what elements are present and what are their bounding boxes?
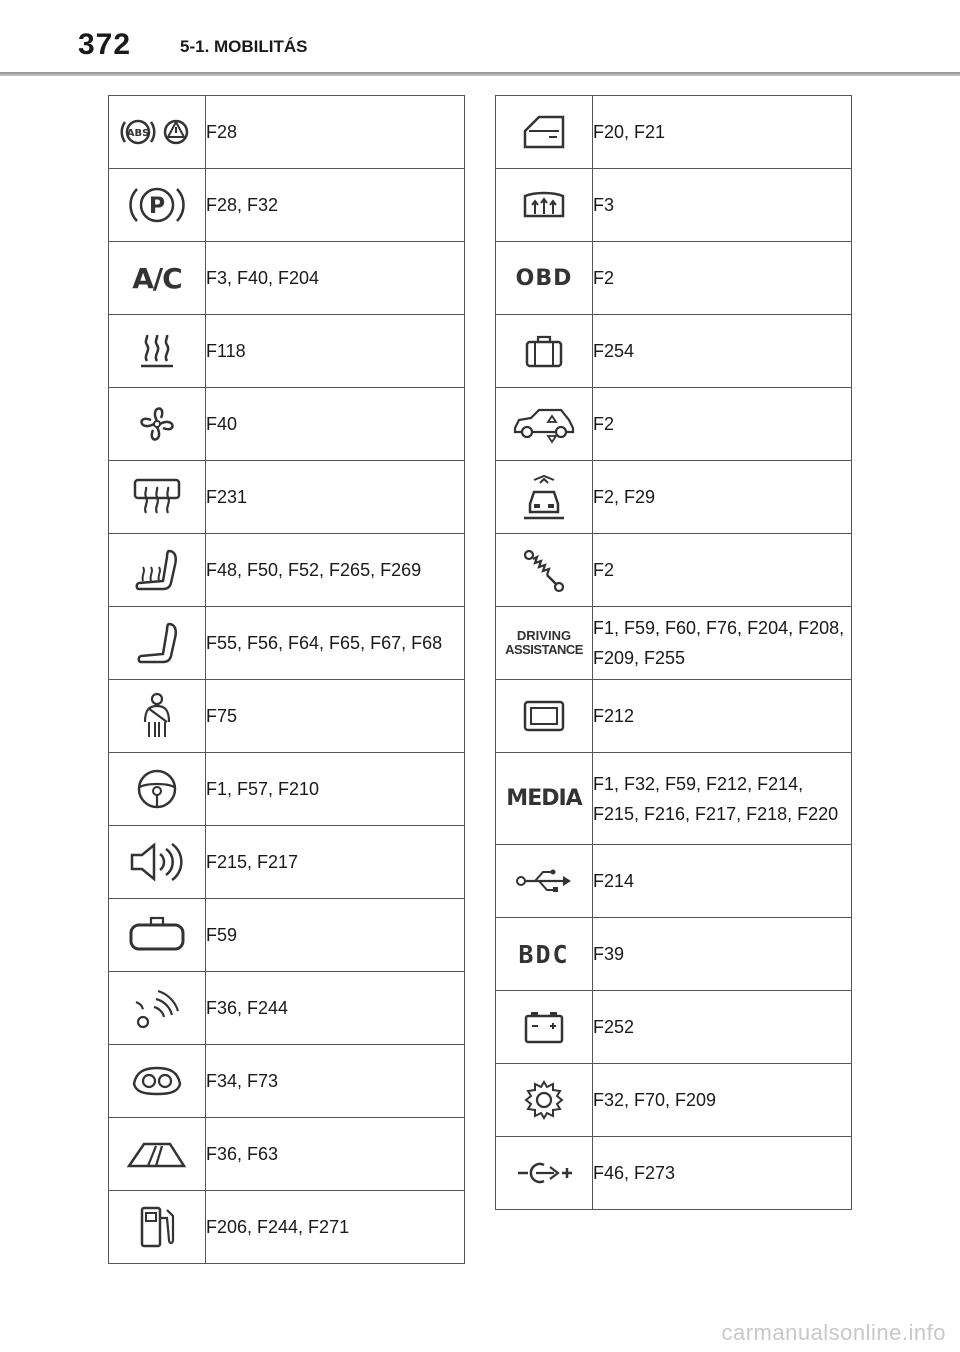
table-row xyxy=(109,534,465,607)
fuel-pump-icon xyxy=(137,1204,177,1250)
fuse-list: F1, F57, F210 xyxy=(206,753,465,826)
interior-light-icon xyxy=(130,1064,184,1098)
gear-icon xyxy=(522,1078,566,1122)
table-row xyxy=(109,315,465,388)
fuse-list: F48, F50, F52, F265, F269 xyxy=(206,534,465,607)
fuse-list: F3, F40, F204 xyxy=(206,242,465,315)
left-fuse-table xyxy=(108,95,465,1264)
fuse-list: F36, F244 xyxy=(206,972,465,1045)
fuse-list: F206, F244, F271 xyxy=(206,1191,465,1264)
svg-text:ABS: ABS xyxy=(126,128,150,139)
fuse-list: F231 xyxy=(206,461,465,534)
fuse-list: F212 xyxy=(593,680,852,753)
fuse-list: F46, F273 xyxy=(593,1137,852,1210)
table-row xyxy=(109,461,465,534)
parking-brake-icon xyxy=(125,182,189,228)
abs-warning-icon xyxy=(118,112,196,152)
fuse-list: F32, F70, F209 xyxy=(593,1064,852,1137)
steering-wheel-icon xyxy=(135,767,179,811)
media-icon: MEDIA xyxy=(506,786,582,811)
fuse-list: F28 xyxy=(206,96,465,169)
table-row xyxy=(496,242,852,315)
table-row xyxy=(496,315,852,388)
seat-icon xyxy=(135,620,179,666)
battery-icon xyxy=(522,1008,566,1046)
table-row xyxy=(109,1191,465,1264)
fan-icon xyxy=(135,402,179,446)
seatbelt-icon xyxy=(137,692,177,740)
fuse-list: F214 xyxy=(593,845,852,918)
table-row xyxy=(109,753,465,826)
right-fuse-table xyxy=(495,95,852,1210)
table-row xyxy=(109,899,465,972)
page-header xyxy=(0,0,960,78)
table-row xyxy=(496,534,852,607)
fuse-list: F1, F32, F59, F212, F214, F215, F216, F217, F218, F220 xyxy=(593,753,852,845)
table-row xyxy=(109,972,465,1045)
watermark: carmanualsonline.info xyxy=(721,1320,946,1345)
windshield-defroster-icon xyxy=(521,188,567,222)
fuse-list: F75 xyxy=(206,680,465,753)
table-row xyxy=(496,388,852,461)
fuse-list: F254 xyxy=(593,315,852,388)
table-row xyxy=(496,169,852,242)
page-number: 372 xyxy=(78,28,132,61)
fuse-list: F55, F56, F64, F65, F67, F68 xyxy=(206,607,465,680)
table-row xyxy=(496,1064,852,1137)
table-row xyxy=(109,680,465,753)
table-row xyxy=(496,680,852,753)
table-row xyxy=(496,991,852,1064)
fuse-list: F2 xyxy=(593,534,852,607)
svg-text:P: P xyxy=(148,194,166,219)
fuse-list: F1, F59, F60, F76, F204, F208, F209, F255 xyxy=(593,607,852,680)
table-row xyxy=(109,1118,465,1191)
driving-assistance-icon xyxy=(505,629,583,657)
table-row xyxy=(496,845,852,918)
fuse-list: F215, F217 xyxy=(206,826,465,899)
charging-connector-icon xyxy=(514,1159,574,1187)
usb-icon xyxy=(515,867,573,895)
table-row xyxy=(109,1045,465,1118)
table-row xyxy=(496,607,852,680)
luggage-icon xyxy=(523,333,565,369)
section-title: 5-1. MOBILITÁS xyxy=(180,37,308,56)
ac-icon: A/C xyxy=(132,261,182,295)
display-icon xyxy=(522,699,566,733)
table-row xyxy=(496,918,852,991)
driving-assistance-line-2: ASSISTANCE xyxy=(505,642,583,657)
driving-assistance-line-1: DRIVING xyxy=(516,628,572,643)
fuse-list: F2 xyxy=(593,388,852,461)
table-row xyxy=(109,826,465,899)
rear-defroster-icon xyxy=(132,477,182,517)
table-row xyxy=(109,169,465,242)
obd-icon: OBD xyxy=(515,265,573,291)
table-row xyxy=(109,388,465,461)
fuse-list: F40 xyxy=(206,388,465,461)
table-row xyxy=(109,607,465,680)
car-height-icon xyxy=(511,404,577,444)
table-row xyxy=(496,1137,852,1210)
fuse-list: F39 xyxy=(593,918,852,991)
heater-icon xyxy=(137,331,177,371)
bdc-icon: BDC xyxy=(518,939,570,969)
header-rule xyxy=(0,72,960,76)
table-row xyxy=(496,96,852,169)
fuse-list: F3 xyxy=(593,169,852,242)
door-icon xyxy=(521,113,567,151)
fuse-list: F36, F63 xyxy=(206,1118,465,1191)
car-lift-icon xyxy=(520,472,568,522)
fuse-list: F28, F32 xyxy=(206,169,465,242)
rearview-mirror-icon xyxy=(127,915,187,955)
table-row xyxy=(496,753,852,845)
table-row xyxy=(496,461,852,534)
table-row xyxy=(109,96,465,169)
wireless-signal-icon xyxy=(134,985,180,1031)
fuse-list: F2, F29 xyxy=(593,461,852,534)
fuse-list: F2 xyxy=(593,242,852,315)
sunroof-icon xyxy=(126,1136,188,1172)
seat-heater-icon xyxy=(133,547,181,593)
suspension-icon xyxy=(521,547,567,593)
fuse-list: F59 xyxy=(206,899,465,972)
table-row xyxy=(109,242,465,315)
speaker-icon xyxy=(128,839,186,885)
fuse-list: F20, F21 xyxy=(593,96,852,169)
fuse-list: F252 xyxy=(593,991,852,1064)
fuse-list: F118 xyxy=(206,315,465,388)
fuse-list: F34, F73 xyxy=(206,1045,465,1118)
